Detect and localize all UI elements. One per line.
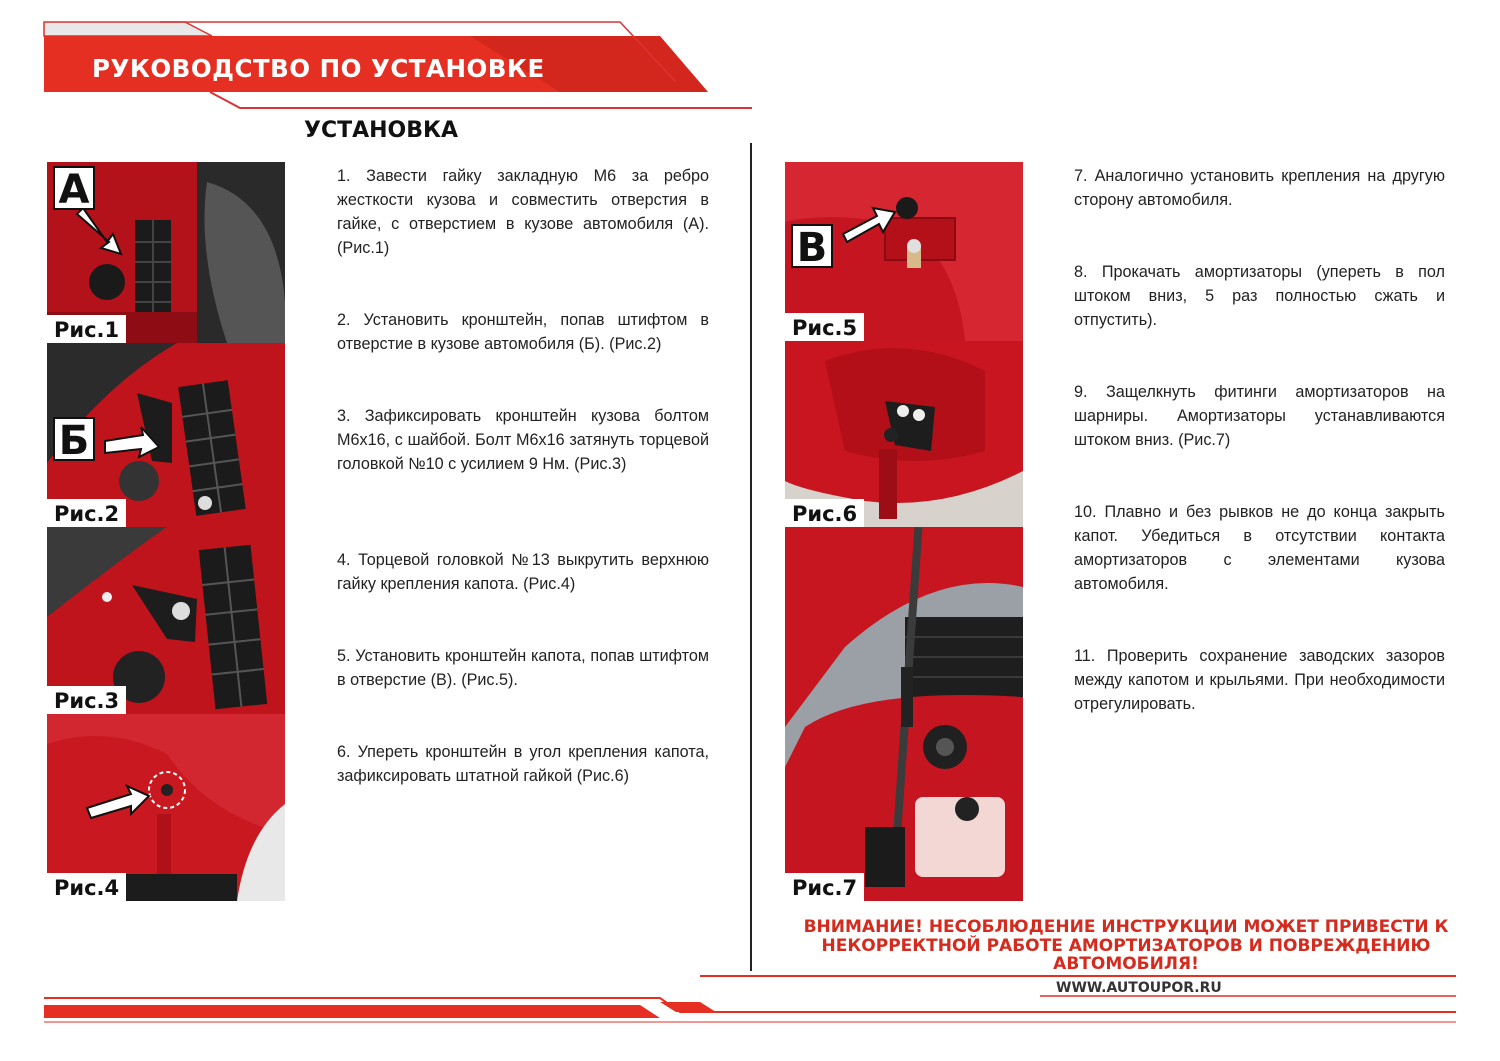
banner-title: РУКОВОДСТВО ПО УСТАНОВКЕ <box>92 54 545 83</box>
figure-1-marker: А <box>53 166 95 210</box>
column-divider <box>750 143 752 971</box>
figure-2-caption: Рис.2 <box>47 499 126 527</box>
figure-7-photo <box>785 527 1023 901</box>
figure-4-photo <box>47 714 285 901</box>
footer-decoration <box>0 970 1500 1030</box>
step-6: 6. Упереть кронштейн в угол крепления капота, зафиксировать штатной гайкой (Рис.6) <box>337 743 709 785</box>
step-5: 5. Установить кронштейн капота, попав штифтом в отверстие (В). (Рис.5). <box>337 647 709 689</box>
figure-3-caption: Рис.3 <box>47 686 126 714</box>
step-2: 2. Установить кронштейн, попав штифтом в отверстие в кузове автомобиля (Б). (Рис.2) <box>337 311 709 353</box>
figure-3-photo <box>47 527 285 714</box>
step-1: 1. Завести гайку закладную М6 за ребро жесткости кузова и совместить отверстия в гайке, с отверстием в кузове автомобиля (А). (Рис.1) <box>337 167 709 257</box>
step-9: 9. Защелкнуть фитинги амортизаторов на шарниры. Амортизаторы устанавливаются штоком вниз. (Рис.7) <box>1074 383 1445 449</box>
figure-5-caption: Рис.5 <box>785 313 864 341</box>
figure-7-image <box>785 527 1023 901</box>
figure-6-photo <box>785 341 1023 527</box>
step-8: 8. Прокачать амортизаторы (упереть в пол штоком вниз, 5 раз полностью сжать и отпустить). <box>1074 263 1445 329</box>
figure-1-photo <box>47 162 285 343</box>
step-11: 11. Проверить сохранение заводских зазоров между капотом и крыльями. При необходимости отрегулировать. <box>1074 647 1445 713</box>
figure-4-caption: Рис.4 <box>47 873 126 901</box>
footer-url[interactable]: WWW.AUTOUPOR.RU <box>1056 980 1222 996</box>
figure-5-marker: В <box>791 224 833 268</box>
step-7: 7. Аналогично установить крепления на другую сторону автомобиля. <box>1074 167 1445 209</box>
section-title: УСТАНОВКА <box>304 118 459 143</box>
figure-5-photo <box>785 162 1023 341</box>
step-4: 4. Торцевой головкой №13 выкрутить верхнюю гайку крепления капота. (Рис.4) <box>337 551 709 593</box>
figure-2-photo <box>47 343 285 527</box>
figure-1-caption: Рис.1 <box>47 315 126 343</box>
figure-7-caption: Рис.7 <box>785 873 864 901</box>
step-3: 3. Зафиксировать кронштейн кузова болтом М6х16, с шайбой. Болт М6х16 затянуть торцевой головкой №10 с усилием 9 Нм. (Рис.3) <box>337 407 709 473</box>
step-10: 10. Плавно и без рывков не до конца закрыть капот. Убедиться в отсутствии контакта амортизаторов с элементами кузова автомобиля. <box>1074 503 1445 593</box>
figure-2-marker: Б <box>53 417 95 461</box>
warning-text: ВНИМАНИЕ! НЕСОБЛЮДЕНИЕ ИНСТРУКЦИИ МОЖЕТ ПРИВЕСТИ К НЕКОРРЕКТНОЙ РАБОТЕ АМОРТИЗАТОРОВ И ПОВРЕЖДЕНИЮ АВТОМОБИЛЯ! <box>803 917 1449 974</box>
figure-6-caption: Рис.6 <box>785 499 864 527</box>
